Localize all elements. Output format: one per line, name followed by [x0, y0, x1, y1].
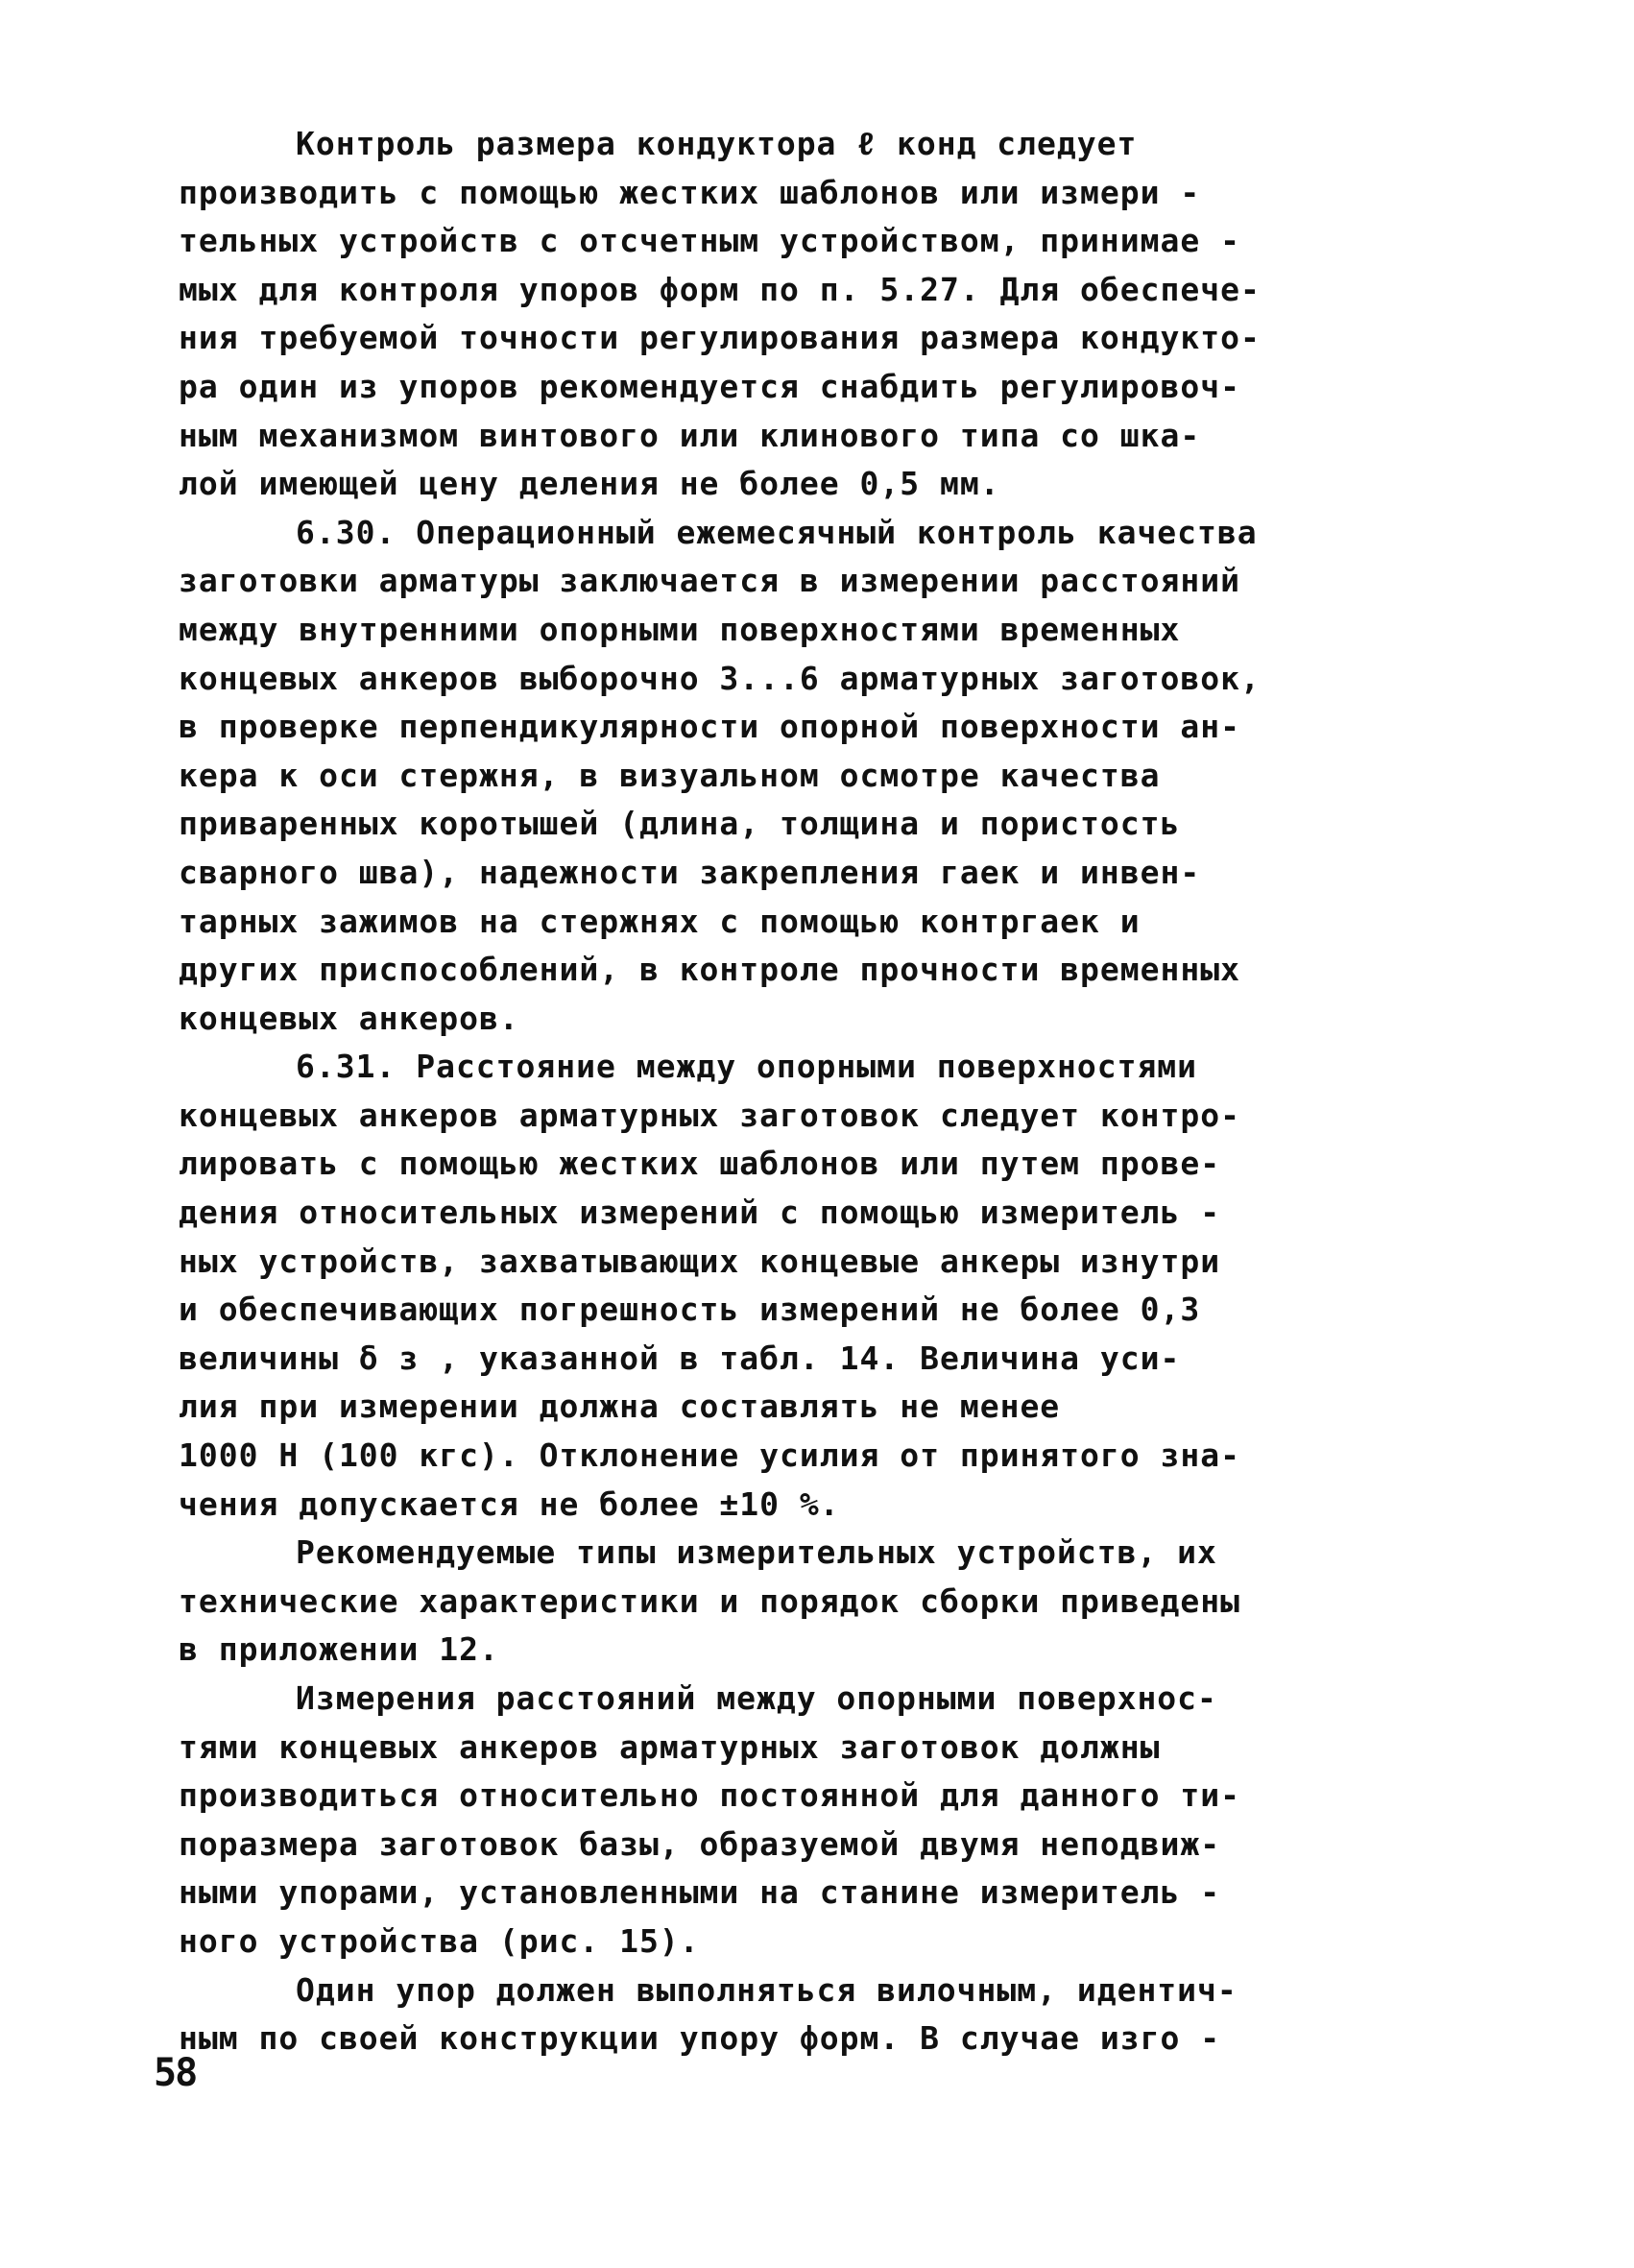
text-line: в проверке перпендикулярности опорной поверхности ан- — [179, 708, 1240, 746]
text-line: ния требуемой точности регулирования размера кондукто- — [179, 319, 1261, 357]
text-line: Рекомендуемые типы измерительных устройств, их — [296, 1533, 1217, 1572]
document-body — [179, 120, 1465, 2063]
text-line: концевых анкеров выборочно 3...6 арматурных заготовок, — [179, 659, 1261, 697]
text-line: производить с помощью жестких шаблонов или измери - — [179, 173, 1201, 211]
section-heading-line: 6.30. Операционный ежемесячный контроль качества — [296, 513, 1258, 551]
text-line: ра один из упоров рекомендуется снабдить регулировоч- — [179, 367, 1240, 405]
text-line: ным по своей конструкции упору форм. В случае изго - — [179, 2019, 1221, 2058]
text-line: Один упор должен выполняться вилочным, идентич- — [296, 1970, 1238, 2009]
text-line: приваренных коротышей (длина, толщина и пористость — [179, 805, 1181, 843]
section-heading-line: 6.31. Расстояние между опорными поверхностями — [296, 1048, 1198, 1086]
text-line: концевых анкеров арматурных заготовок следует контро- — [179, 1096, 1240, 1134]
text-line: тельных устройств с отсчетным устройством, принимае - — [179, 222, 1240, 260]
text-line: других приспособлений, в контроле прочности временных — [179, 951, 1240, 989]
text-line: лой имеющей цену деления не более 0,5 мм. — [179, 465, 1000, 503]
text-line: тями концевых анкеров арматурных заготовок должны — [179, 1727, 1161, 1766]
text-line: лия при измерении должна составлять не менее — [179, 1387, 1061, 1426]
text-line: поразмера заготовок базы, образуемой двумя неподвиж- — [179, 1824, 1221, 1863]
text-line: чения допускается не более ±10 %. — [179, 1484, 840, 1523]
page-number: 58 — [154, 2051, 197, 2095]
text-line: 1000 Н (100 кгс). Отклонение усилия от принятого зна- — [179, 1436, 1240, 1475]
text-line: и обеспечивающих погрешность измерений не более 0,3 — [179, 1291, 1201, 1329]
text-line: Измерения расстояний между опорными поверхнос- — [296, 1679, 1217, 1717]
text-line: в приложении 12. — [179, 1630, 499, 1669]
text-line: лировать с помощью жестких шаблонов или путем прове- — [179, 1145, 1221, 1183]
text-line: технические характеристики и порядок сборки приведены — [179, 1581, 1240, 1620]
text-line: мых для контроля упоров форм по п. 5.27. Для обеспече- — [179, 270, 1261, 308]
text-line: Контроль размера кондуктора ℓ конд следует — [296, 125, 1138, 162]
text-line: производиться относительно постоянной для данного ти- — [179, 1776, 1240, 1815]
text-line: дения относительных измерений с помощью измеритель - — [179, 1194, 1221, 1232]
text-line: между внутренними опорными поверхностями временных — [179, 610, 1181, 648]
text-line: кера к оси стержня, в визуальном осмотре качества — [179, 756, 1161, 794]
text-line: сварного шва), надежности закрепления гаек и инвен- — [179, 853, 1201, 891]
text-line: величины δ з , указанной в табл. 14. Величина уси- — [179, 1339, 1181, 1377]
text-line: ным механизмом винтового или клинового типа со шка- — [179, 416, 1201, 454]
text-line: концевых анкеров. — [179, 999, 519, 1037]
text-line: ного устройства (рис. 15). — [179, 1921, 700, 1960]
text-line: ными упорами, установленными на станине измеритель - — [179, 1873, 1221, 1912]
text-line: заготовки арматуры заключается в измерении расстояний — [179, 562, 1240, 600]
text-line: ных устройств, захватывающих концевые анкеры изнутри — [179, 1242, 1221, 1280]
text-line: тарных зажимов на стержнях с помощью контргаек и — [179, 902, 1141, 940]
